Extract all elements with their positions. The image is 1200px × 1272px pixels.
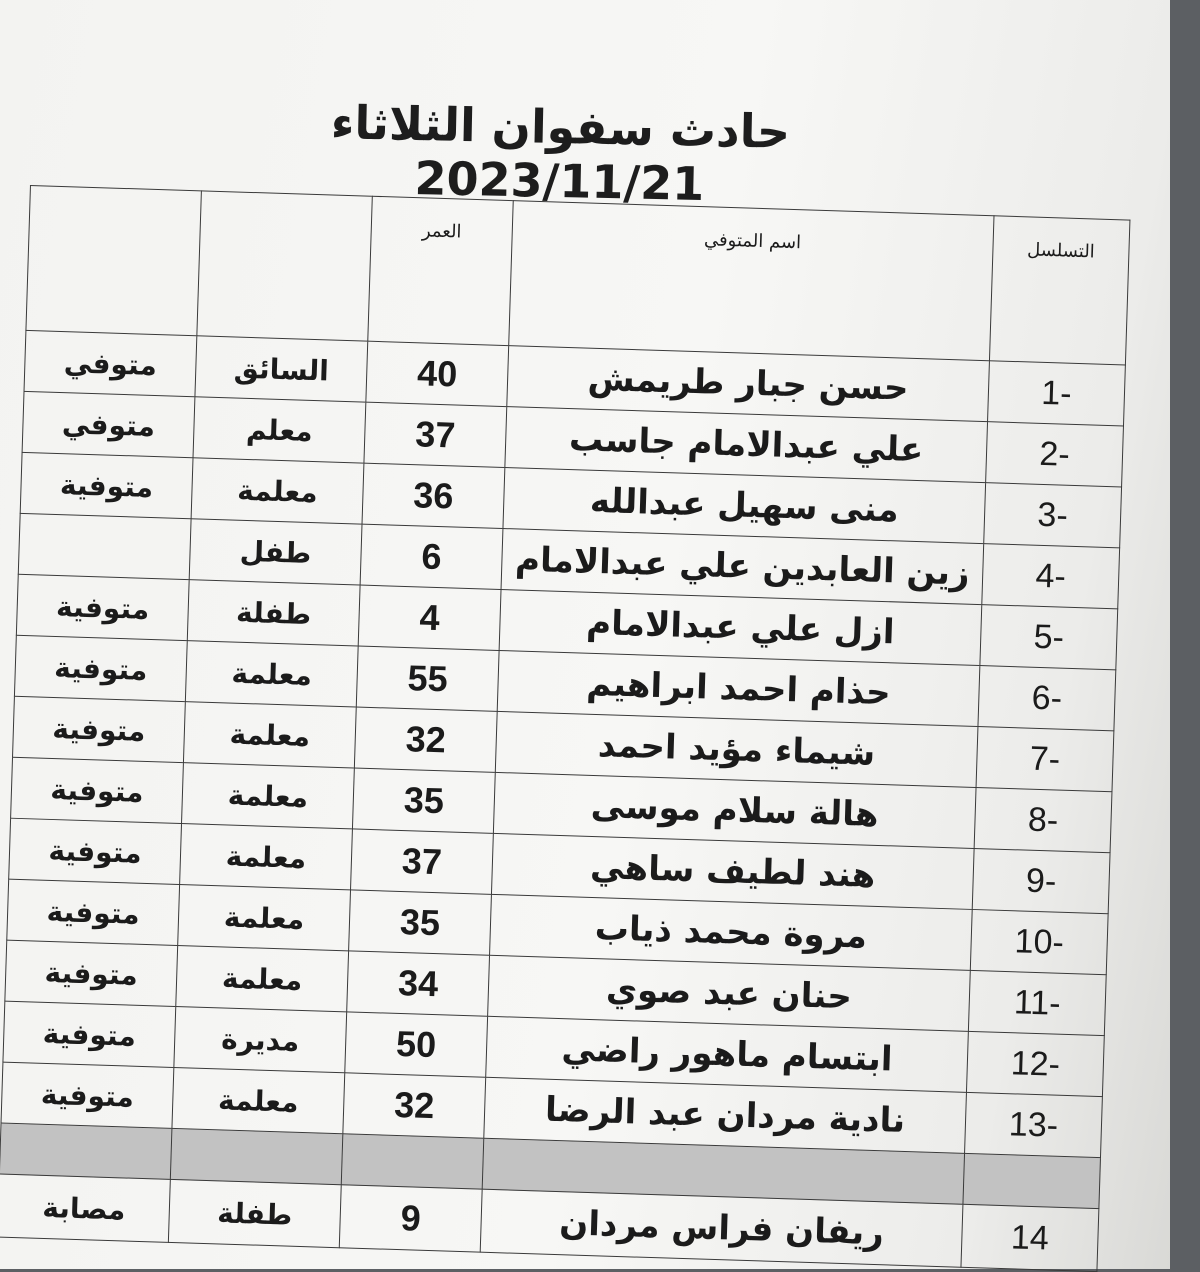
cell-role: معلمة bbox=[178, 885, 351, 951]
cell-role: طفل bbox=[189, 519, 362, 585]
shaded-cell bbox=[341, 1134, 484, 1189]
cell-seq: -7 bbox=[976, 727, 1114, 792]
cell-name: حذام احمد ابراهيم bbox=[497, 650, 980, 726]
cell-name: ازل علي عبدالامام bbox=[499, 589, 982, 665]
cell-status: متوفية bbox=[11, 757, 184, 823]
cell-age: 40 bbox=[366, 341, 509, 406]
cell-seq: -11 bbox=[968, 970, 1106, 1035]
cell-seq: 14 bbox=[961, 1204, 1099, 1271]
cell-status: متوفية bbox=[9, 818, 182, 884]
cell-status: متوفي bbox=[22, 391, 195, 457]
cell-name: حنان عبد صوي bbox=[488, 955, 971, 1031]
cell-role: معلمة bbox=[182, 763, 355, 829]
cell-status: متوفية bbox=[3, 1001, 176, 1067]
cell-role: معلمة bbox=[185, 641, 358, 707]
cell-status: متوفية bbox=[14, 635, 187, 701]
cell-role: معلم bbox=[193, 397, 366, 463]
cell-age: 35 bbox=[349, 890, 492, 955]
cell-name: حسن جبار طريمش bbox=[507, 346, 990, 422]
cell-seq: -13 bbox=[965, 1092, 1103, 1157]
cell-age: 37 bbox=[364, 402, 507, 467]
cell-status: مصابة bbox=[0, 1174, 170, 1242]
cell-seq: -8 bbox=[974, 788, 1112, 853]
cell-name: ريفان فراس مردان bbox=[480, 1189, 963, 1267]
cell-age: 6 bbox=[360, 524, 503, 589]
cell-seq: -12 bbox=[966, 1031, 1104, 1096]
shaded-cell bbox=[963, 1153, 1101, 1208]
cell-seq: -3 bbox=[984, 483, 1122, 548]
header-name: اسم المتوفي bbox=[509, 201, 994, 361]
victims-table bbox=[0, 185, 1130, 1272]
cell-role: معلمة bbox=[183, 702, 356, 768]
cell-age: 35 bbox=[352, 768, 495, 833]
cell-status: متوفية bbox=[1, 1062, 174, 1128]
cell-role: معلمة bbox=[191, 458, 364, 524]
cell-status: متوفية bbox=[20, 452, 193, 518]
cell-role: معلمة bbox=[180, 824, 353, 890]
cell-status: متوفي bbox=[24, 330, 197, 396]
cell-seq: -10 bbox=[970, 909, 1108, 974]
cell-age: 9 bbox=[339, 1185, 482, 1252]
cell-role: طفلة bbox=[187, 580, 360, 646]
cell-role: مديرة bbox=[174, 1006, 347, 1072]
header-age: العمر bbox=[368, 196, 513, 345]
shaded-cell bbox=[170, 1128, 343, 1184]
header-role bbox=[197, 191, 372, 341]
cell-name: هند لطيف ساهي bbox=[491, 833, 974, 909]
cell-seq: -5 bbox=[980, 605, 1118, 670]
cell-name: مروة محمد ذياب bbox=[490, 894, 973, 970]
victims-table-wrapper bbox=[0, 185, 1124, 1272]
cell-name: علي عبدالامام جاسب bbox=[505, 407, 988, 483]
cell-seq: -9 bbox=[972, 848, 1110, 913]
cell-age: 36 bbox=[362, 463, 505, 528]
shaded-cell bbox=[0, 1123, 172, 1179]
cell-name: منى سهيل عبدالله bbox=[503, 468, 986, 544]
cell-age: 34 bbox=[347, 951, 490, 1016]
cell-status: متوفية bbox=[7, 879, 180, 945]
cell-name: هالة سلام موسى bbox=[493, 772, 976, 848]
cell-age: 32 bbox=[343, 1073, 486, 1138]
cell-role: معلمة bbox=[172, 1067, 345, 1133]
cell-name: شيماء مؤيد احمد bbox=[495, 711, 978, 787]
cell-name: زين العابدين علي عبدالامام bbox=[501, 529, 984, 605]
cell-seq: -2 bbox=[986, 422, 1124, 487]
header-status bbox=[26, 186, 201, 336]
cell-age: 32 bbox=[354, 707, 497, 772]
cell-status: متوفية bbox=[13, 696, 186, 762]
cell-age: 50 bbox=[345, 1012, 488, 1077]
cell-seq: -1 bbox=[988, 361, 1126, 426]
cell-name: نادية مردان عبد الرضا bbox=[484, 1077, 967, 1153]
cell-role: السائق bbox=[195, 336, 368, 402]
cell-age: 4 bbox=[358, 585, 501, 650]
cell-seq: -6 bbox=[978, 666, 1116, 731]
cell-status: متوفية bbox=[16, 574, 189, 640]
cell-role: معلمة bbox=[176, 946, 349, 1012]
cell-status bbox=[18, 513, 191, 579]
header-seq: التسلسل bbox=[989, 216, 1129, 365]
document-title: حادث سفوان الثلاثاء 2023/11/21 bbox=[330, 95, 791, 212]
cell-status: متوفية bbox=[5, 940, 178, 1006]
cell-age: 55 bbox=[356, 646, 499, 711]
cell-seq: -4 bbox=[982, 544, 1120, 609]
cell-name: ابتسام ماهور راضي bbox=[486, 1016, 969, 1092]
cell-role: طفلة bbox=[168, 1179, 341, 1247]
cell-age: 37 bbox=[351, 829, 494, 894]
